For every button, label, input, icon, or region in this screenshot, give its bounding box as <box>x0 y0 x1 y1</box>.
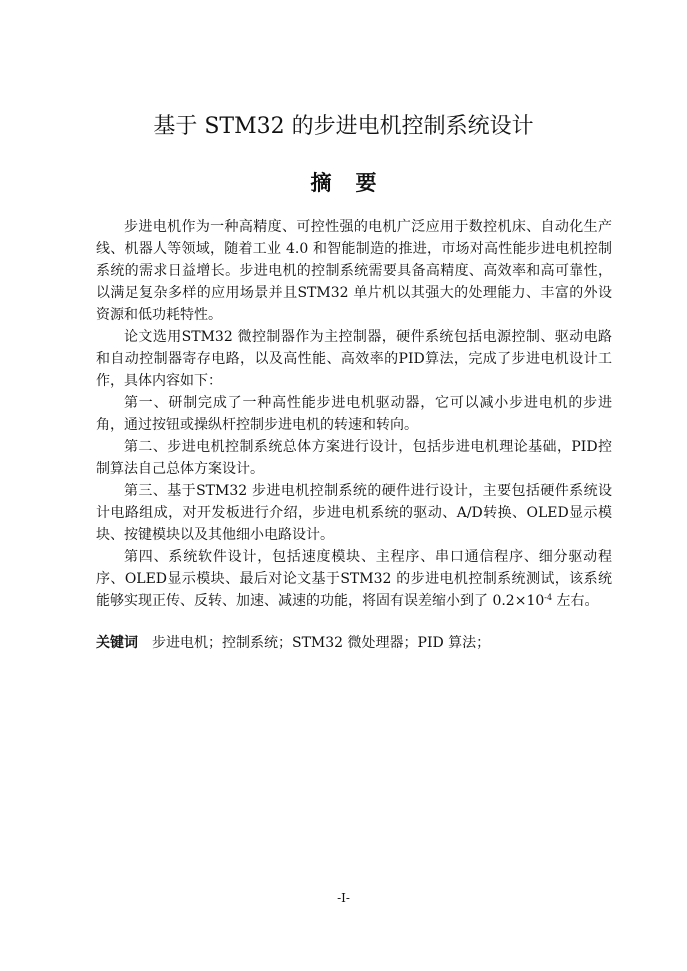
abstract-paragraph-6-text: 第四、系统软件设计，包括速度模块、主程序、串口通信程序、细分驱动程序、OLED显示模块、最后对论文基于STM32 的步进电机控制系统测试，该系统能够实现正传、反转、加速、减速的功能，将固有误差缩小到了 0.2×10 <box>96 549 612 609</box>
abstract-paragraph-1: 步进电机作为一种高精度、可控性强的电机广泛应用于数控机床、自动化生产线、机器人等领域，随着工业 4.0 和智能制造的推进，市场对高性能步进电机控制系统的需求日益增长。步进电机的控制系统需要具备高精度、高效率和高可靠性，以满足复杂多样的应用场景并且STM32 单片机以其强大的处理能力、丰富的外设资源和低功耗特性。 <box>96 219 612 323</box>
keywords-text: 步进电机；控制系统；STM32 微处理器；PID 算法； <box>152 635 491 651</box>
abstract-paragraph-4: 第二、步进电机控制系统总体方案进行设计，包括步进电机理论基础，PID控制算法自己总体方案设计。 <box>96 439 612 477</box>
abstract-body <box>96 216 612 612</box>
abstract-paragraph-2: 论文选用STM32 微控制器作为主控制器，硬件系统包括电源控制、驱动电路和自动控制器寄存电路，以及高性能、高效率的PID算法，完成了步进电机设计工作，具体内容如下： <box>96 329 612 389</box>
page-number: -I- <box>337 891 350 905</box>
keywords-label: 关键词 <box>96 635 138 651</box>
abstract-paragraph-6-tail: 左右。 <box>552 593 599 609</box>
keywords-line <box>96 632 612 654</box>
exponent-superscript: -4 <box>544 593 553 602</box>
abstract-paragraph-3: 第一、研制完成了一种高性能步进电机驱动器，它可以减小步进电机的步进角，通过按钮或操纵杆控制步进电机的转速和转向。 <box>96 395 612 433</box>
paper-title: 基于 STM32 的步进电机控制系统设计 <box>153 114 534 139</box>
abstract-heading: 摘要 <box>310 170 401 195</box>
abstract-paragraph-6 <box>96 546 612 612</box>
abstract-paragraph-5: 第三、基于STM32 步进电机控制系统的硬件进行设计，主要包括硬件系统设计电路组成，对开发板进行介绍，步进电机系统的驱动、A/D转换、OLED显示模块、按键模块以及其他细小电路设计。 <box>96 483 612 543</box>
